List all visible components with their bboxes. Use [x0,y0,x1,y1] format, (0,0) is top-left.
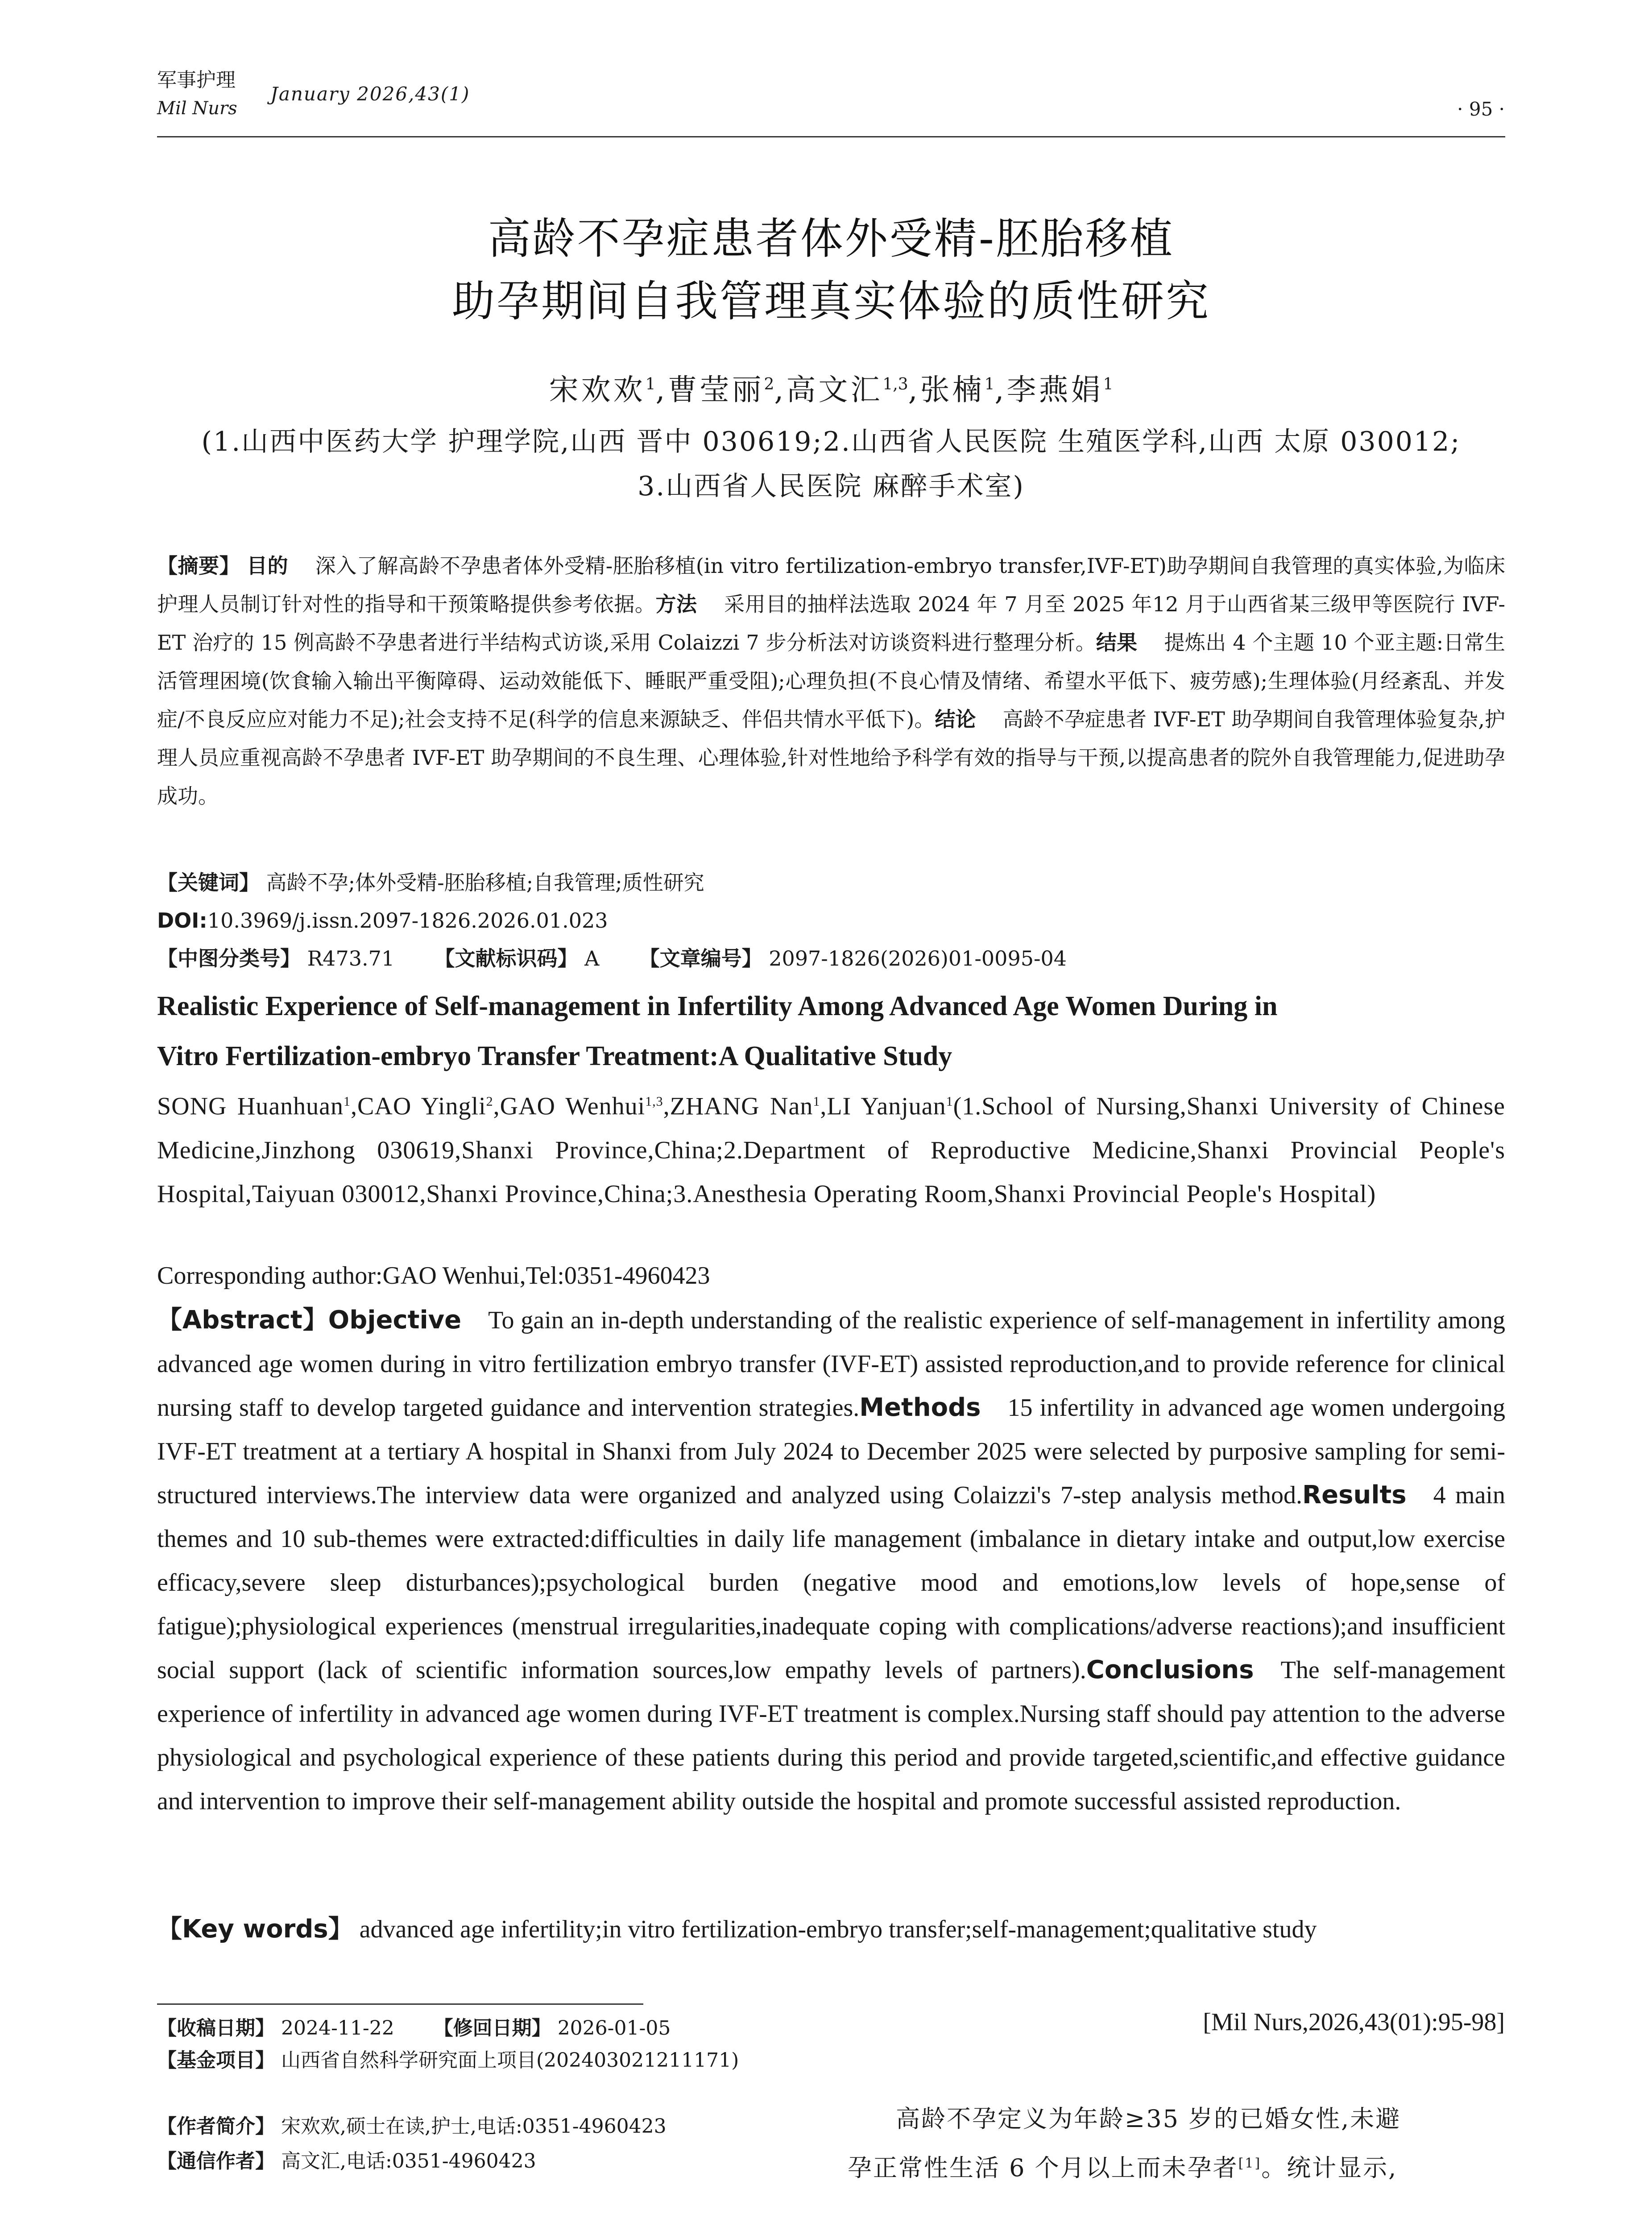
methods-en-text: 15 infertility in advanced age women undergoing IVF-ET treatment at a tertiary A hospital in Shanxi from July 2024 to December 2025 were selected by purposive sampling for semi-structured interviews.The interview data were organized and analyzed using Colaizzi's 7-step analysis method. [157,1394,1505,1509]
title-en-line2: Vitro Fertilization-embryo Transfer Treatment:A Qualitative Study [157,1041,952,1071]
author-affil-sup: 1 [946,1094,953,1109]
doi [157,901,1505,940]
citation-ref: [1] [1238,2156,1262,2171]
bio-label: 【作者简介】 [157,2115,275,2138]
conclusions-en-label: Conclusions [1086,1655,1254,1684]
abstract-en [157,1298,1505,1823]
affiliation-line1: (1.山西中医药大学 护理学院,山西 晋中 030619;2.山西省人民医院 生殖医学科,山西 太原 030012; [201,426,1461,457]
doi-value: 10.3969/j.issn.2097-1826.2026.01.023 [207,908,608,933]
results-label: 结果 [1096,630,1138,655]
methods-text: 采用目的抽样法选取 2024 年 7 月至 2025 年12 月于山西省某三级甲等医院行 IVF-ET 治疗的 15 例高龄不孕患者进行半结构式访谈,采用 Colaizzi 7 步分析法对访谈资料进行整理分析。 [157,592,1505,655]
results-en-label: Results [1302,1480,1407,1509]
body-line1: 高龄不孕定义为年龄≥35 岁的已婚女性,未避 [896,2105,1401,2133]
footnote-dates [157,2012,782,2044]
author-affil-sup: 1 [813,1094,820,1109]
keywords-en-text: advanced age infertility;in vitro fertilization-embryo transfer;self-management;qualitative study [359,1916,1317,1943]
conclusions-en-text: The self-management experience of infertility in advanced age women during IVF-ET treatment is complex.Nursing staff should pay attention to the adverse physiological and psychological experience of these patients during this period and provide targeted,scientific,and effective guidance and intervention to improve their self-management ability outside the hospital and promote successful assisted reproduction. [157,1656,1505,1815]
title-cn-line2: 助孕期间自我管理真实体验的质性研究 [452,276,1210,326]
corresponding-label: 【通信作者】 [157,2150,275,2173]
keywords-cn-label: 【关键词】 [157,871,260,895]
citation: [Mil Nurs,2026,43(01):95-98] [1203,2008,1505,2036]
conclusion-text: 高龄不孕症患者 IVF-ET 助孕期间自我管理体验复杂,护理人员应重视高龄不孕患者 IVF-ET 助孕期间的不良生理、心理体验,针对性地给予科学有效的指导与干预,以提高患者的院外自我管理能力,促进助孕成功。 [157,707,1506,808]
footnote-divider [157,2003,643,2005]
author-name: 曹莹丽 [667,373,764,407]
journal-name-cn: 军事护理 [157,69,236,91]
article-no-value: 2097-1826(2026)01-0095-04 [769,946,1067,970]
author-name-en: SONG Huanhuan [157,1092,344,1120]
objective-en-label: Objective [328,1306,462,1335]
author-affil-sup: 1,3 [882,375,908,394]
methods-label: 方法 [655,592,697,616]
author-name: 高文汇 [786,373,883,407]
journal-abbreviation: Mil Nurs [157,98,237,119]
received-date: 2024-11-22 [281,2017,394,2040]
revised-date: 2026-01-05 [557,2017,671,2040]
keywords-cn-text: 高龄不孕;体外受精-胚胎移植;自我管理;质性研究 [266,871,704,895]
doc-code-label: 【文献标识码】 [434,946,578,970]
objective-label: 目的 [247,554,289,578]
fund-text: 山西省自然科学研究面上项目(202403021211171) [281,2049,739,2072]
author-list-cn: 宋欢欢$^1$,曹莹丽$^2$,高文汇$^{1,3}$,张楠$^1$,李燕娟$^1$ [549,373,1114,407]
affiliation-line2: 3.山西省人民医院 麻醉手术室) [638,471,1025,502]
article-no-label: 【文章编号】 [639,946,762,970]
footnote-corresponding [157,2145,782,2177]
author-affil-sup: 1,3 [645,1094,663,1109]
clc-label: 【中图分类号】 [157,946,301,970]
corresponding-author-en: Corresponding author:GAO Wenhui,Tel:0351-4960423 [157,1262,710,1290]
title-en-line1: Realistic Experience of Self-management in Infertility Among Advanced Age Women During in [157,991,1278,1021]
author-name: 张楠 [920,373,985,407]
author-name: 宋欢欢 [549,373,646,407]
clc-value: R473.71 [307,946,395,970]
results-en-text: 4 main themes and 10 sub-themes were extracted:difficulties in daily life management (imbalance in dietary intake and output,low exercise efficacy,severe sleep disturbances);psychological burden (negative mood and emotions,low levels of hope,sense of fatigue);physiological experiences (menstrual irregularities,inadequate coping with complications/adverse reactions);and insufficient social support (lack of scientific information sources,low empathy levels of partners). [157,1481,1505,1684]
methods-en-label: Methods [859,1393,981,1422]
author-affil-sup: 1 [1103,375,1114,394]
abstract-cn-label: 【摘要】 [157,554,240,578]
author-name-en: GAO Wenhui [500,1092,646,1120]
keywords-cn [157,863,1505,902]
author-name-en: ZHANG Nan [670,1092,813,1120]
keywords-en [157,1908,1505,1951]
footnote-fund [157,2044,764,2077]
author-name: 李燕娟 [1006,373,1103,407]
body-line2-text: 孕正常性生活 6 个月以上而未孕者 [848,2154,1238,2182]
abstract-en-label: 【Abstract】 [157,1306,328,1335]
classification-row [157,939,1505,978]
results-text: 提炼出 4 个主题 10 个亚主题:日常生活管理困境(饮食输入输出平衡障碍、运动效能低下、睡眠严重受阻);心理负担(不良心情及情绪、希望水平低下、疲劳感);生理体验(月经紊乱、并发症/不良反应应对能力不足);社会支持不足(科学的信息来源缺乏、伴侣共情水平低下)。 [157,630,1506,731]
body-line2-end: 。统计显示, [1261,2154,1398,2182]
revised-label: 【修回日期】 [433,2017,551,2040]
bio-text: 宋欢欢,硕士在读,护士,电话:0351-4960423 [281,2115,667,2138]
issue-info: January 2026,43(1) [270,83,470,105]
objective-en-text: To gain an in-depth understanding of the realistic experience of self-management in infertility among advanced age women during in vitro fertilization embryo transfer (IVF-ET) assisted reproduction,and to provide reference for clinical nursing staff to develop targeted guidance and intervention strategies. [157,1306,1505,1422]
objective-text: 深入了解高龄不孕患者体外受精-胚胎移植(in vitro fertilization-embryo transfer,IVF-ET)助孕期间自我管理的真实体验,为临床护理人员制订针对性的指导和干预策略提供参考依据。 [157,554,1506,616]
footnote-author-bio [157,2111,782,2143]
author-affil-sup: 2 [486,1094,493,1109]
title-cn-line1: 高龄不孕症患者体外受精-胚胎移植 [488,214,1175,264]
abstract-cn [157,547,1505,815]
page-number: · 95 · [1457,98,1505,120]
fund-label: 【基金项目】 [157,2049,275,2072]
doi-label: DOI: [157,908,207,933]
received-label: 【收稿日期】 [157,2017,275,2040]
header-divider [157,136,1505,137]
body-line2 [848,2142,1505,2190]
author-list-en: SONG Huanhuan$^1$,CAO Yingli$^2$,GAO Wenhui$^{1,3}$,ZHANG Nan$^1$,LI Yanjuan$^1$(1.School of Nursing,Shanxi University of Chinese Medicine,Jinzhong 030619,Shanxi Province,China;2.Department of Reproductive Medicine,Shanxi Provincial People's Hospital,Taiyuan 030012,Shanxi Province,China;3.Anesthesia Operating Room,Shanxi Provincial People's Hospital) [157,1092,1505,1208]
author-affil-sup: 1 [645,375,656,394]
author-name-en: CAO Yingli [357,1092,486,1120]
keywords-en-label: 【Key words】 [157,1915,353,1944]
affiliation-en: (1.School of Nursing,Shanxi University of Chinese Medicine,Jinzhong 030619,Shanxi Province,China;2.Department of Reproductive Medicine,Shanxi Provincial People's Hospital,Taiyuan 030012,Shanxi Province,China;3.Anesthesia Operating Room,Shanxi Provincial People's Hospital) [157,1092,1505,1208]
author-name-en: LI Yanjuan [827,1092,946,1120]
corresponding-text: 高文汇,电话:0351-4960423 [281,2150,536,2173]
conclusion-label: 结论 [935,707,976,731]
author-affil-sup: 1 [344,1094,351,1109]
doc-code-value: A [584,946,600,970]
author-affil-sup: 2 [764,375,774,394]
author-affil-sup: 1 [984,375,995,394]
